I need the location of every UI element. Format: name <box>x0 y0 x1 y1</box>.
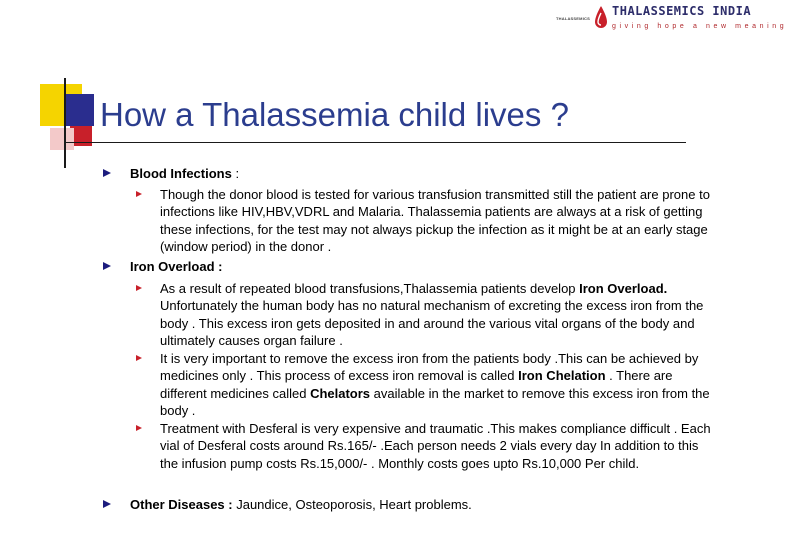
sub-bullet-donor-blood: Though the donor blood is tested for various transfusion transmitted still the patient are prone to infections like HIV,HBV,VDRL and Malaria. Thalassemia patients are always at a risk of getting these infections, for the test may not always pickup the infection as it might be at an early stage (window period) in the donor . <box>160 187 710 255</box>
text-run: available in the market to remove this excess iron from the body . <box>160 385 710 419</box>
text-run: It is very important to remove the excess iron from the patients body .This can be achieved by medicines only . This process of excess iron removal is called <box>160 351 699 384</box>
blood-drop-icon <box>594 5 608 31</box>
thalassemics-india-logo <box>556 2 787 36</box>
sub-bullet-desferal-cost: Treatment with Desferal is very expensive and traumatic .This makes compliance difficult . Each vial of Desferal costs around Rs.165/- .Each person needs 2 vials every day In addition to this the infusion pump costs Rs.15,000/- . Monthly costs goes upto Rs.10,000 Per child. <box>160 421 711 471</box>
slide-title: How a Thalassemia child lives ? <box>100 96 569 133</box>
text-run-bold: Iron Overload. <box>579 281 668 296</box>
logo-title: THALASSEMICS INDIA <box>612 4 752 18</box>
sub-bullet-iron-chelation <box>160 350 712 420</box>
bullet-other-diseases <box>130 496 710 513</box>
bullet-blood-infections <box>130 165 710 182</box>
bullet-text: Jaundice, Osteoporosis, Heart problems. <box>232 497 472 512</box>
deco-pink-square <box>50 128 74 150</box>
bullet-heading-suffix: : <box>231 166 240 181</box>
deco-blue-square <box>66 94 94 126</box>
sub-bullet-marker <box>136 425 142 431</box>
text-run: . There are different medicines called <box>160 368 673 401</box>
text-run-bold: Iron Chelation <box>518 368 606 384</box>
text-run-bold: Chelators <box>310 385 371 401</box>
sub-bullet-marker <box>136 355 142 361</box>
bullet-heading: Other Diseases : <box>130 497 233 512</box>
sub-bullet-marker <box>136 285 142 291</box>
logo-tagline: giving hope a new meaning <box>612 23 787 30</box>
deco-vertical-line <box>64 78 66 168</box>
bullet-iron-overload <box>130 258 710 275</box>
bullet-heading: Blood Infections <box>130 166 232 181</box>
text-run: Unfortunately the human body has no natural mechanism of excreting the excess iron from the body . This excess iron gets deposited in and around the various vital organs of the body and ultimately causes organ failure . <box>160 298 704 349</box>
text-run: As a result of repeated blood transfusions,Thalassemia patients develop <box>160 281 580 296</box>
title-underline <box>66 142 686 143</box>
bullet-marker <box>103 500 111 508</box>
bullet-marker <box>103 262 111 270</box>
bullet-marker <box>103 169 111 177</box>
bullet-heading: Iron Overload : <box>130 259 223 274</box>
sub-bullet-iron-overload <box>160 280 712 350</box>
sub-bullet-marker <box>136 191 142 197</box>
logo-mini-text: THALASSEMICS <box>556 16 590 21</box>
